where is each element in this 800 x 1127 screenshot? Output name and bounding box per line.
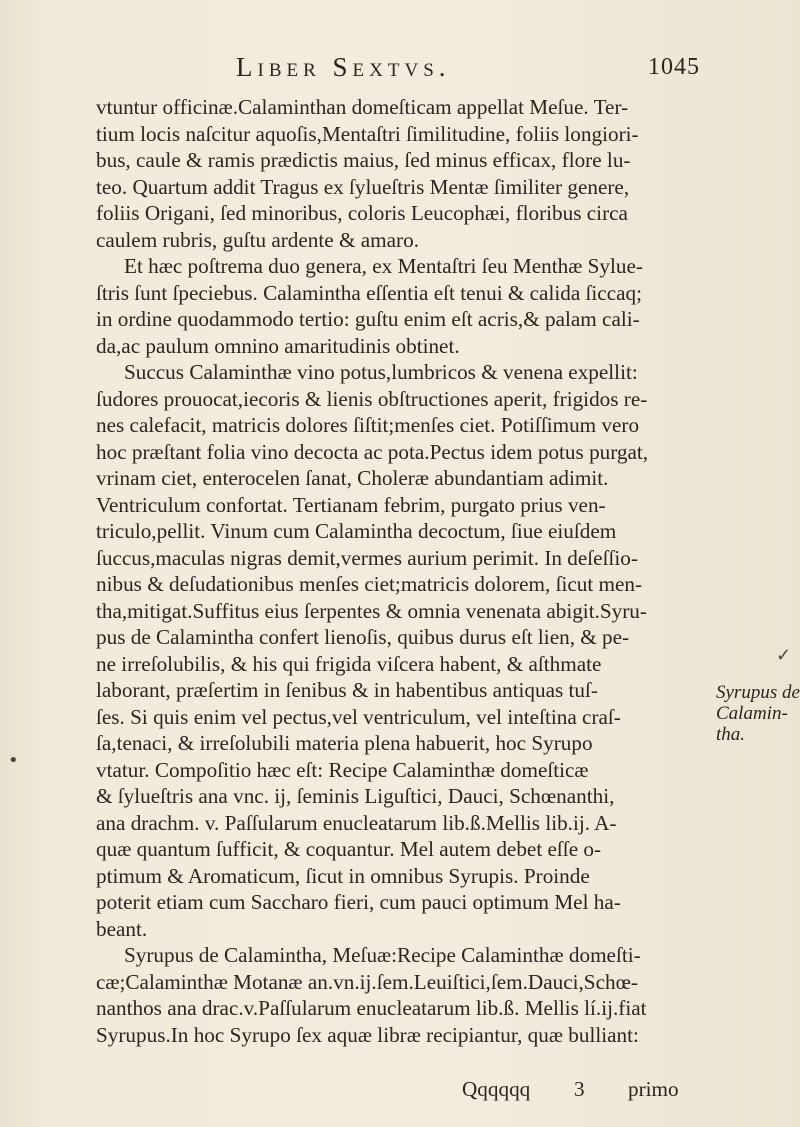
catchword: primo (628, 1077, 679, 1101)
text-line: poterit etiam cum Saccharo fieri, cum pauci optimum Mel ha- (96, 890, 621, 914)
text-line: laborant, præſertim in ſenibus & in habentibus antiquas tuſ- (96, 678, 598, 702)
text-line: ſes. Si quis enim vel pectus,vel ventriculum, vel inteſtina craſ- (96, 704, 621, 729)
margin-note-line: tha. (716, 724, 746, 745)
text-line: ne irreſolubilis, & his qui frigida viſcera habent, & aſthmate (96, 651, 602, 676)
margin-note-line: Calamin- (716, 703, 788, 724)
text-line: vrinam ciet, enterocelen ſanat, Choleræ abundantiam adimit. (96, 466, 609, 490)
running-title: Liber Sextvs. (236, 52, 451, 82)
text-line: teo. Quartum addit Tragus ex ſylueſtris Mentæ ſimiliter genere, (96, 174, 630, 199)
text-line: in ordine quodammodo tertio: guſtu enim eſt acris,& palam cali- (96, 307, 640, 331)
text-line: Ventriculum confortat. Tertianam febrim, purgato prius ven- (96, 492, 606, 517)
text-line: foliis Origani, ſed minoribus, coloris Leucophæi, floribus circa (96, 201, 628, 225)
text-line: Et hæc poſtrema duo genera, ex Mentaſtri ſeu Menthæ Sylue- (124, 254, 643, 278)
text-line: beant. (96, 916, 148, 941)
text-line: nibus & deſudationibus menſes ciet;matricis dolorem, ſicut men- (96, 572, 643, 596)
text-line: vtuntur officinæ.Calaminthan domeſticam appellat Meſue. Ter- (96, 95, 629, 119)
page-number: 1045 (648, 54, 700, 80)
text-line: vtatur. Compoſitio hæc eſt: Recipe Calaminthæ domeſticæ (96, 757, 589, 782)
text-line: pus de Calamintha confert lienoſis, quibus durus eſt lien, & pe- (96, 625, 630, 649)
text-line: Syrupus de Calamintha, Meſuæ:Recipe Calaminthæ domeſti- (124, 943, 641, 967)
text-line: & ſylueſtris ana vnc. ij, ſeminis Liguſtici, Dauci, Schœnanthi, (96, 784, 615, 808)
margin-ink-mark: ✓ (776, 645, 792, 666)
signature-number: 3 (574, 1077, 585, 1101)
text-line: ſa,tenaci, & irreſolubili materia plena habuerit, hoc Syrupo (96, 731, 593, 755)
catchline (462, 1077, 732, 1105)
margin-note-line: Syrupus de (716, 682, 800, 703)
text-line: Syrupus.In hoc Syrupo ſex aquæ libræ recipiantur, quæ bulliant: (96, 1022, 639, 1047)
signature-mark: Qqqqqq (462, 1077, 531, 1101)
text-line: caulem rubris, guſtu ardente & amaro. (96, 227, 419, 252)
text-line: Succus Calaminthæ vino potus,lumbricos & venena expellit: (124, 360, 638, 384)
text-line: nanthos ana drac.v.Paſſularum enucleatarum lib.ß. Mellis lí.ij.fiat (96, 996, 647, 1020)
text-line: tium locis naſcitur aquoſis,Mentaſtri ſimilitudine, foliis longiori- (96, 121, 639, 146)
main-text-block (96, 94, 726, 1048)
margin-note (716, 682, 800, 745)
text-line: bus, caule & ramis prædictis maius, ſed minus efficax, flore lu- (96, 148, 631, 172)
text-line: tha,mitigat.Suffitus eius ſerpentes & omnia venenata abigit.Syru- (96, 598, 647, 623)
text-line: quæ quantum ſufficit, & coquantur. Mel autem debet eſſe o- (96, 837, 602, 861)
text-line: da,ac paulum omnino amaritudinis obtinet. (96, 333, 460, 358)
text-line: ſudores prouocat,iecoris & lienis obſtructiones aperit, frigidos re- (96, 386, 648, 411)
text-line: ana drachm. v. Paſſularum enucleatarum lib.ß.Mellis lib.ij. A- (96, 810, 617, 835)
text-line: triculo,pellit. Vinum cum Calamintha decoctum, ſiue eiuſdem (96, 519, 617, 543)
text-line: ſuccus,maculas nigras demit,vermes aurium perimit. In deſeſſio- (96, 545, 638, 570)
text-line: nes calefacit, matricis dolores ſiſtit;menſes ciet. Potiſſimum vero (96, 413, 640, 437)
running-header (90, 52, 700, 86)
text-line: ſtris ſunt ſpeciebus. Calamintha eſſentia eſt tenui & calida ſiccaq; (96, 280, 642, 305)
text-line: ptimum & Aromaticum, ſicut in omnibus Syrupis. Proinde (96, 863, 590, 888)
text-line: cæ;Calaminthæ Motanæ an.vn.ij.ſem.Leuiſtici,ſem.Dauci,Schœ- (96, 969, 638, 994)
margin-bullet-mark: • (8, 750, 19, 771)
text-line: hoc præſtant folia vino decocta ac pota.Pectus idem potus purgat, (96, 439, 649, 464)
